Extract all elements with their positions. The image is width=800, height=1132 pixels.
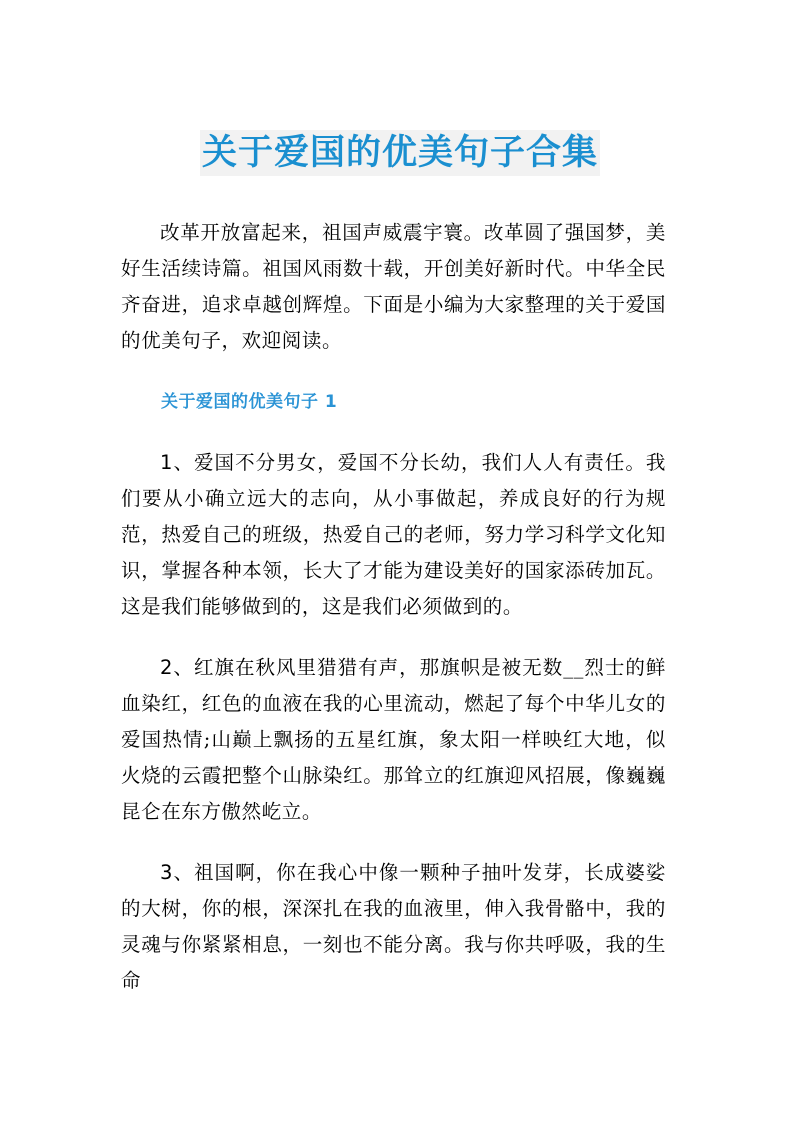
item-text: 、爱国不分男女，爱国不分长幼，我们人人有责任。我们要从小确立远大的志向，从小事做起，养成良好的行为规范，热爱自己的班级，热爱自己的老师，努力学习科学文化知识，掌握各种本领，长大了才能为建设美好的国家添砖加瓦。这是我们能够做到的，这是我们必须做到的。 (121, 451, 666, 618)
document-body (121, 215, 666, 1024)
section-heading: 关于爱国的优美句子 1 (161, 392, 338, 412)
item-text: 、红旗在秋风里猎猎有声，那旗帜是被无数__烈士的鲜血染红，红色的血液在我的心里流动，燃起了每个中华儿女的爱国热情;山巅上飘扬的五星红旗，象太阳一样映红大地，似火烧的云霞把整个山脉染红。那耸立的红旗迎风招展，像巍巍昆仑在东方傲然屹立。 (121, 656, 666, 823)
list-item (121, 445, 666, 625)
list-item (121, 650, 666, 830)
page-title: 关于爱国的优美句子合集 (200, 130, 600, 176)
item-number: 1 (160, 451, 174, 474)
item-number: 3 (160, 861, 174, 884)
title-container (0, 107, 800, 200)
item-number: 2 (160, 656, 174, 679)
item-text: 、祖国啊，你在我心中像一颗种子抽叶发芽，长成婆娑的大树，你的根，深深扎在我的血液里，伸入我骨骼中，我的灵魂与你紧紧相息，一刻也不能分离。我与你共呼吸，我的生命 (121, 861, 666, 992)
list-item (121, 855, 666, 999)
intro-paragraph: 改革开放富起来，祖国声威震宇寰。改革圆了强国梦，美好生活续诗篇。祖国风雨数十载，开创美好新时代。中华全民齐奋进，追求卓越创辉煌。下面是小编为大家整理的关于爱国的优美句子，欢迎阅读。 (121, 221, 666, 352)
